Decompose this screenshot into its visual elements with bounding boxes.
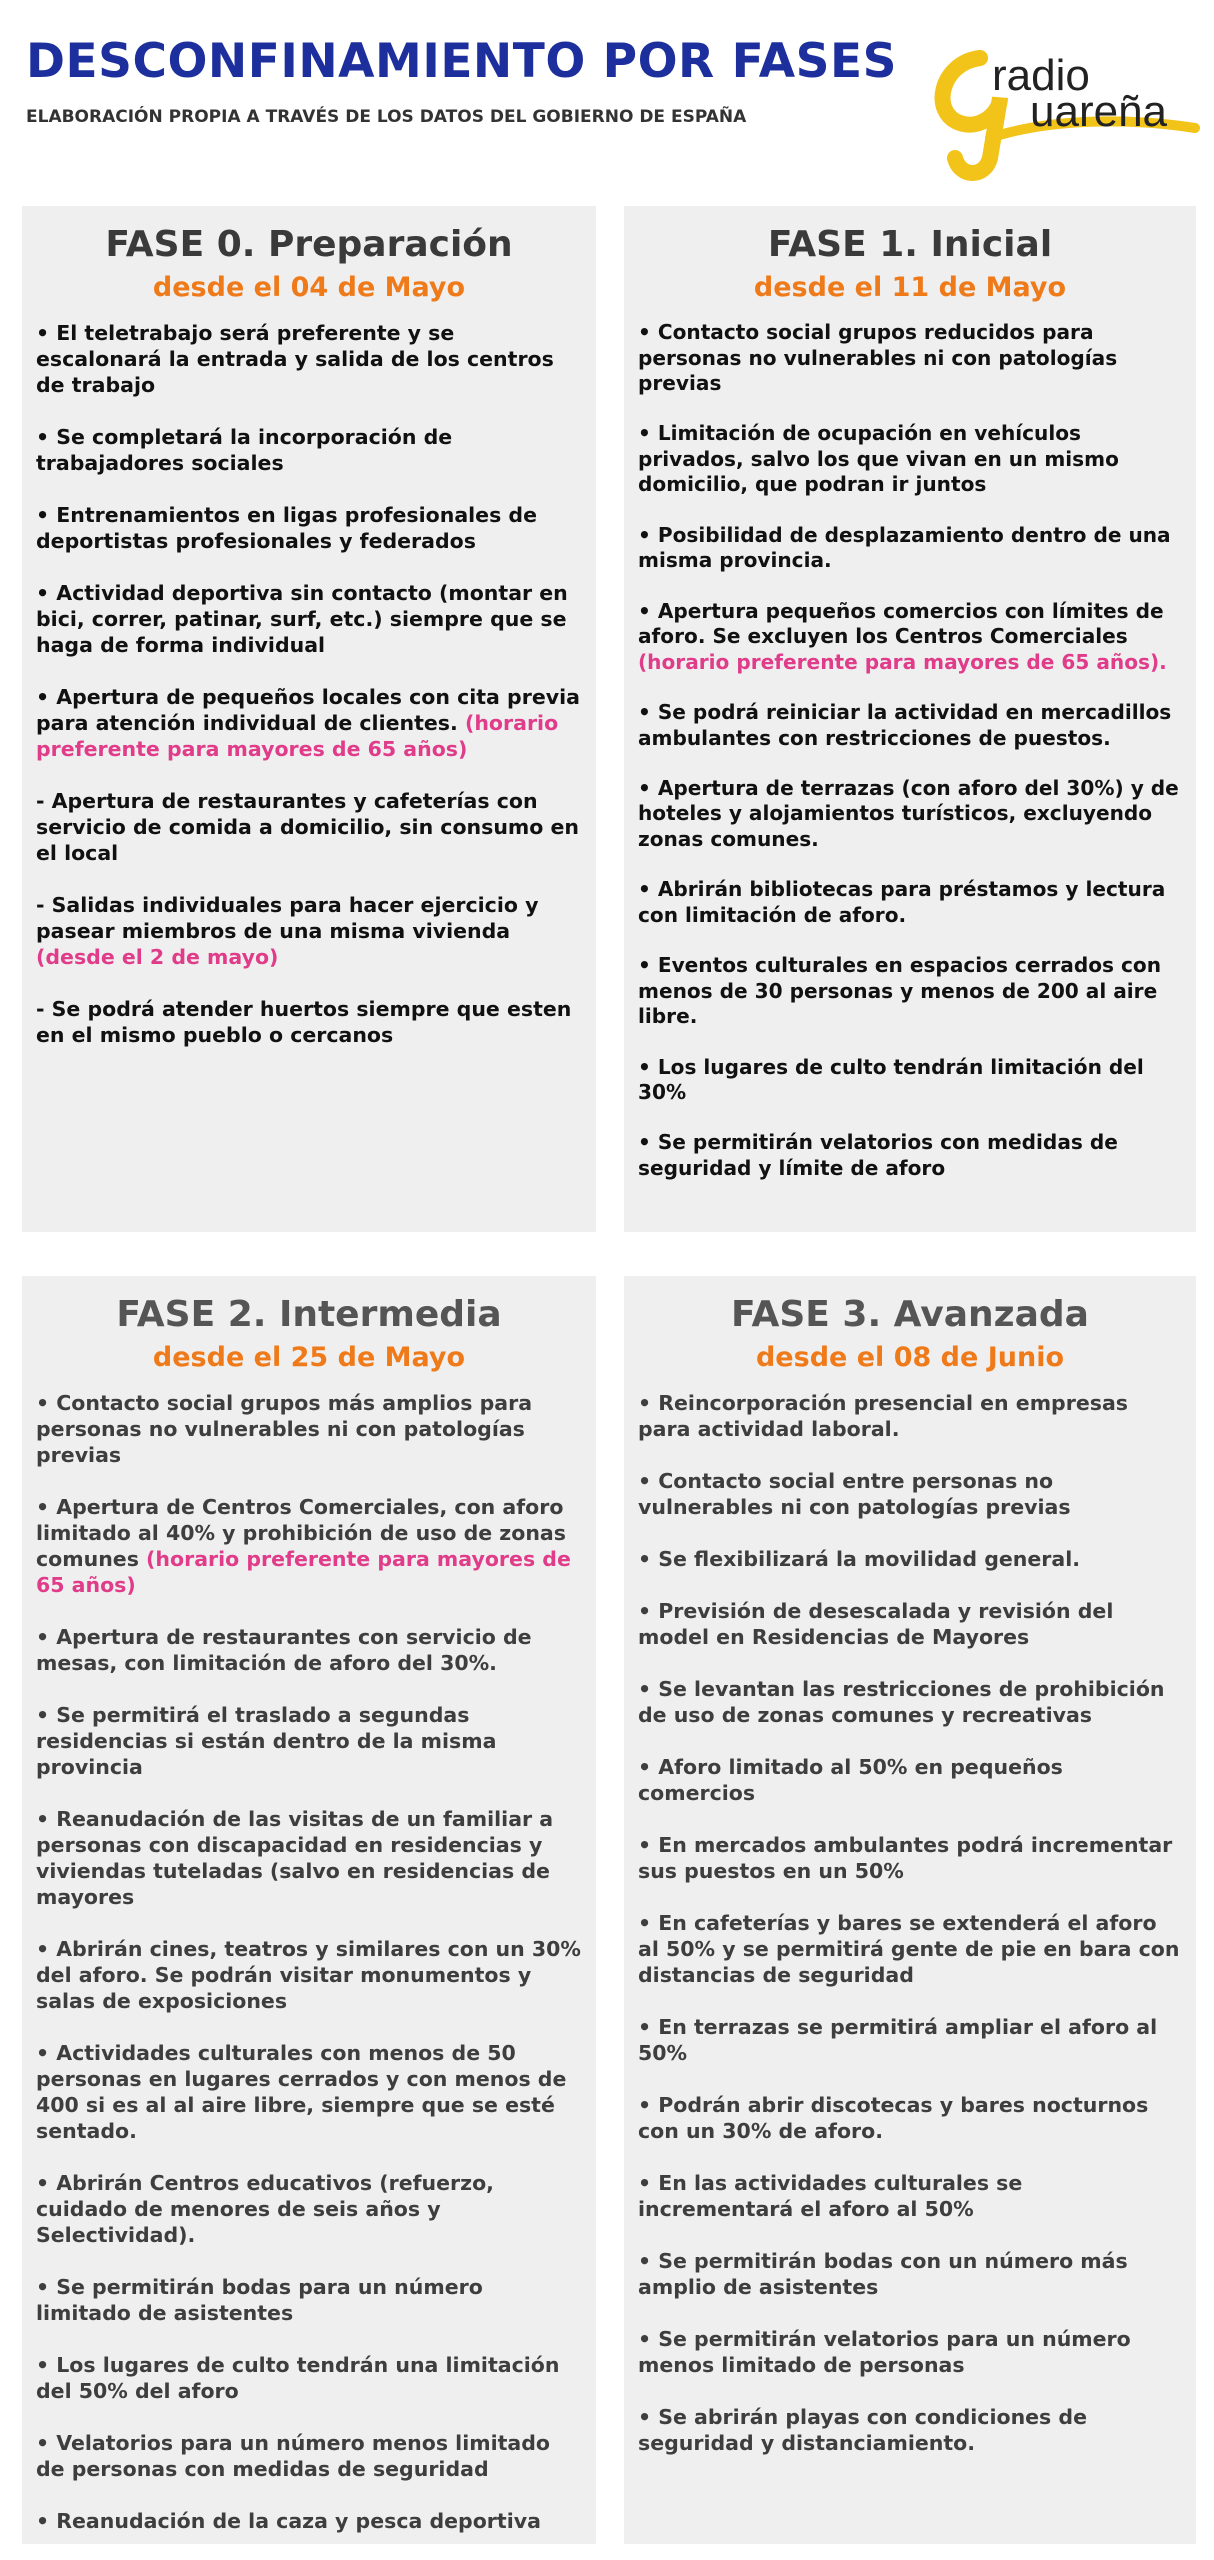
item-text: • Se permitirán velatorios con medidas de seguridad y límite de aforo <box>638 1130 1118 1180</box>
list-item <box>638 700 1182 751</box>
item-highlight: (horario preferente para mayores de 65 años). <box>638 649 1167 674</box>
phase-items <box>638 1390 1182 2456</box>
list-item <box>36 580 582 658</box>
list-item <box>638 1468 1182 1520</box>
list-item <box>638 421 1182 498</box>
item-text: • Velatorios para un número menos limitado de personas con medidas de seguridad <box>36 2431 551 2481</box>
item-text: • Se completará la incorporación de trabajadores sociales <box>36 425 453 475</box>
list-item <box>36 2352 582 2404</box>
list-item <box>638 1598 1182 1650</box>
phase-items <box>36 1390 582 2534</box>
item-text: • Entrenamientos en ligas profesionales de deportistas profesionales y federados <box>36 503 537 553</box>
item-text: • Contacto social grupos reducidos para personas no vulnerables ni con patologías previas <box>638 320 1118 396</box>
list-item <box>638 2014 1182 2066</box>
phase-date: desde el 04 de Mayo <box>152 272 466 303</box>
phase-date: desde el 11 de Mayo <box>753 272 1067 303</box>
item-text: • Apertura de terrazas (con aforo del 30%) y de hoteles y alojamientos turísticos, excluyendo zonas comunes. <box>638 775 1179 851</box>
list-item <box>638 523 1182 574</box>
item-text: • Se podrá reiniciar la actividad en mercadillos ambulantes con restricciones de puestos. <box>638 700 1172 750</box>
page-subtitle: ELABORACIÓN PROPIA A TRAVÉS DE LOS DATOS DEL GOBIERNO DE ESPAÑA <box>26 107 747 127</box>
list-item <box>36 1936 582 2014</box>
list-item <box>36 2170 582 2248</box>
item-text: • Abrirán bibliotecas para préstamos y lectura con limitación de aforo. <box>638 877 1166 927</box>
phase-title: FASE 0. Preparación <box>105 224 513 265</box>
page-title: DESCONFINAMIENTO POR FASES <box>26 34 897 89</box>
phase-card-0 <box>22 206 596 1232</box>
list-item <box>36 2274 582 2326</box>
phase-card-3 <box>624 1276 1196 2544</box>
logo-text-top: radio <box>992 51 1090 100</box>
item-text: - Se podrá atender huertos siempre que esten en el mismo pueblo o cercanos <box>36 997 572 1047</box>
list-item <box>638 877 1182 928</box>
list-item <box>638 2170 1182 2222</box>
item-text: • Podrán abrir discotecas y bares nocturnos con un 30% de aforo. <box>638 2093 1149 2143</box>
list-item <box>638 2326 1182 2378</box>
item-text: • En terrazas se permitirá ampliar el aforo al 50% <box>638 2015 1158 2065</box>
item-text: • Se permitirán velatorios para un número menos limitado de personas <box>638 2327 1131 2377</box>
item-text: • Actividad deportiva sin contacto (montar en bici, correr, patinar, surf, etc.) siempre que se haga de forma individual <box>36 581 568 657</box>
item-text: • Reincorporación presencial en empresas para actividad laboral. <box>638 1391 1128 1441</box>
phase-card-2 <box>22 1276 596 2544</box>
item-text: • Los lugares de culto tendrán limitación del 30% <box>638 1054 1144 1105</box>
phase-date: desde el 08 de Junio <box>755 1342 1065 1373</box>
header <box>0 0 1214 190</box>
item-text: • Posibilidad de desplazamiento dentro de una misma provincia. <box>638 522 1171 573</box>
list-item <box>638 1676 1182 1728</box>
list-item <box>638 599 1182 676</box>
item-text: - Salidas individuales para hacer ejercicio y pasear miembros de una misma vivienda <box>36 893 539 943</box>
list-item <box>638 320 1182 397</box>
list-item <box>36 1624 582 1676</box>
item-text: • Aforo limitado al 50% en pequeños comercios <box>638 1755 1063 1805</box>
item-text: • Limitación de ocupación en vehículos privados, salvo los que vivan en un mismo domicilio, que podran ir juntos <box>638 421 1119 497</box>
list-item <box>36 684 582 762</box>
item-text: • Apertura pequeños comercios con límites de aforo. Se excluyen los Centros Comerciales <box>638 598 1164 649</box>
item-text: • Apertura de pequeños locales con cita previa para atención individual de clientes. <box>36 685 580 735</box>
item-text: • El teletrabajo será preferente y se escalonará la entrada y salida de los centros de trabajo <box>36 321 554 397</box>
list-item <box>36 502 582 554</box>
item-text: • Previsión de desescalada y revisión del model en Residencias de Mayores <box>638 1599 1114 1649</box>
item-text: • Se permitirán bodas para un número limitado de asistentes <box>36 2275 483 2325</box>
list-item <box>638 2092 1182 2144</box>
item-highlight: (horario preferente para mayores de 65 años) <box>36 711 559 761</box>
item-text: • Se abrirán playas con condiciones de seguridad y distanciamiento. <box>638 2405 1087 2455</box>
item-text: • Reanudación de la caza y pesca deportiva <box>36 2509 541 2533</box>
list-item <box>638 1754 1182 1806</box>
item-text: • Se permitirán bodas con un número más amplio de asistentes <box>638 2249 1128 2299</box>
item-text: • En las actividades culturales se incrementará el aforo al 50% <box>638 2171 1023 2221</box>
list-item <box>638 953 1182 1030</box>
list-item <box>638 2404 1182 2456</box>
list-item <box>36 1702 582 1780</box>
list-item <box>638 1910 1182 1988</box>
phase-card-1 <box>624 206 1196 1232</box>
item-text: • Abrirán Centros educativos (refuerzo, cuidado de menores de seis años y Selectividad). <box>36 2171 494 2247</box>
item-text: • Actividades culturales con menos de 50 personas en lugares cerrados y con menos de 400 si es al al aire libre, siempre que se esté sentado. <box>36 2041 567 2143</box>
list-item <box>638 1055 1182 1106</box>
list-item <box>36 1494 582 1598</box>
list-item <box>36 1806 582 1910</box>
list-item <box>36 1390 582 1468</box>
phase-title: FASE 3. Avanzada <box>731 1294 1089 1335</box>
list-item <box>36 2430 582 2482</box>
item-highlight: (desde el 2 de mayo) <box>36 945 279 969</box>
item-text: • Se permitirá el traslado a segundas residencias si están dentro de la misma provincia <box>36 1703 497 1779</box>
list-item <box>36 996 582 1048</box>
item-text: • Apertura de Centros Comerciales, con aforo limitado al 40% y prohibición de uso de zonas comunes <box>36 1495 566 1571</box>
phase-title: FASE 2. Intermedia <box>116 1294 502 1335</box>
item-text: • Reanudación de las visitas de un familiar a personas con discapacidad en residencias y viviendas tuteladas (salvo en residencias de mayores <box>36 1807 554 1909</box>
list-item <box>638 2248 1182 2300</box>
phase-date: desde el 25 de Mayo <box>152 1342 466 1373</box>
item-text: • Los lugares de culto tendrán una limitación del 50% del aforo <box>36 2353 560 2403</box>
list-item <box>638 1390 1182 1442</box>
list-item <box>638 1130 1182 1181</box>
item-text: • Se levantan las restricciones de prohibición de uso de zonas comunes y recreativas <box>638 1677 1165 1727</box>
item-text: • Eventos culturales en espacios cerrados con menos de 30 personas y menos de 200 al aire libre. <box>638 953 1162 1029</box>
item-text: • Se flexibilizará la movilidad general. <box>638 1547 1081 1571</box>
item-text: • Abrirán cines, teatros y similares con un 30% del aforo. Se podrán visitar monumentos y salas de exposiciones <box>36 1937 581 2013</box>
item-text: • En mercados ambulantes podrá incrementar sus puestos en un 50% <box>638 1833 1173 1883</box>
logo-text-bottom: uareña <box>1030 87 1168 136</box>
list-item <box>36 424 582 476</box>
list-item <box>638 776 1182 853</box>
phase-title: FASE 1. Inicial <box>767 224 1053 265</box>
item-highlight: (horario preferente para mayores de 65 años) <box>36 1547 571 1597</box>
list-item <box>36 892 582 970</box>
item-text: • Apertura de restaurantes con servicio de mesas, con limitación de aforo del 30%. <box>36 1625 532 1675</box>
item-text: • En cafeterías y bares se extenderá el aforo al 50% y se permitirá gente de pie en bara con distancias de seguridad <box>638 1911 1180 1987</box>
list-item <box>638 1546 1182 1572</box>
list-item <box>36 2508 582 2534</box>
item-text: - Apertura de restaurantes y cafeterías con servicio de comida a domicilio, sin consumo en el local <box>36 789 580 865</box>
item-text: • Contacto social entre personas no vulnerables ni con patologías previas <box>638 1469 1071 1519</box>
phase-items <box>638 320 1182 1181</box>
item-text: • Contacto social grupos más amplios para personas no vulnerables ni con patologías previas <box>36 1391 533 1467</box>
phase-items <box>36 320 582 1048</box>
list-item <box>638 1832 1182 1884</box>
list-item <box>36 320 582 398</box>
list-item <box>36 2040 582 2144</box>
radio-guarena-logo <box>920 18 1200 183</box>
list-item <box>36 788 582 866</box>
